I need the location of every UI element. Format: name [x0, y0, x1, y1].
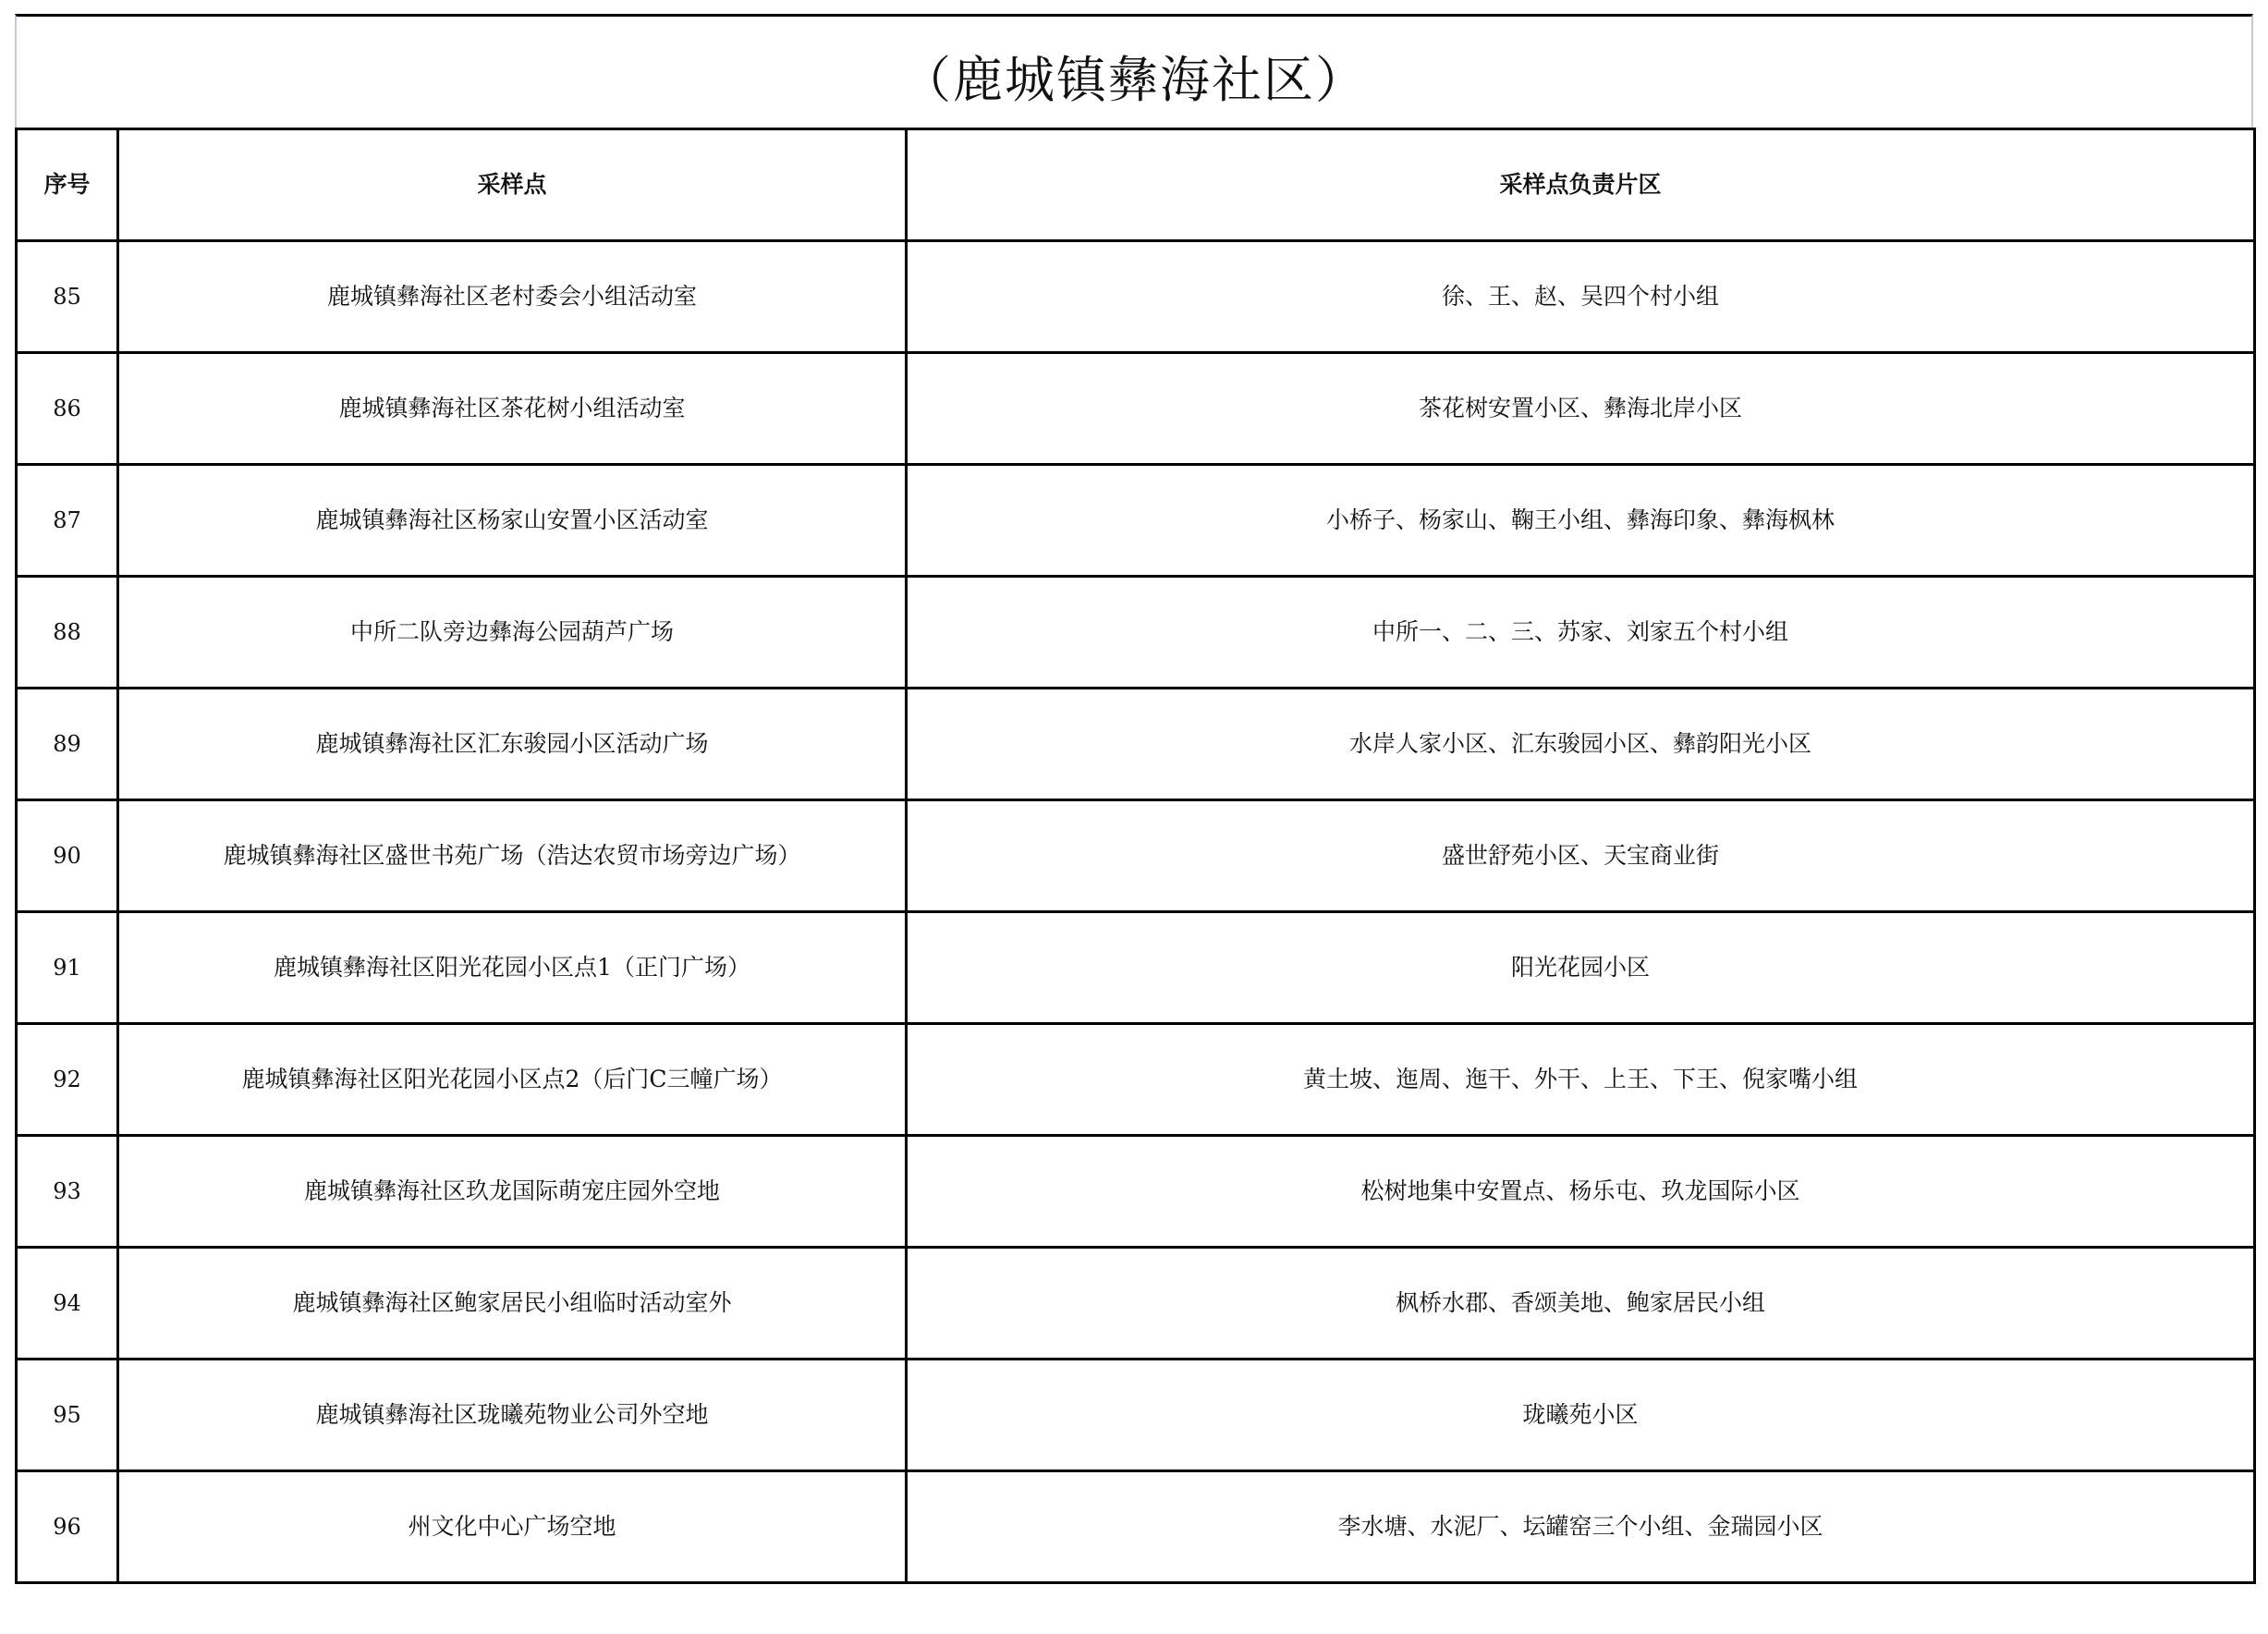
table-row	[17, 465, 2255, 577]
row-index: 87	[17, 465, 118, 577]
sampling-sites-table	[15, 128, 2256, 1584]
row-index: 88	[17, 577, 118, 689]
table-row	[17, 689, 2255, 800]
row-index: 95	[17, 1360, 118, 1471]
table-row	[17, 912, 2255, 1024]
row-index: 89	[17, 689, 118, 800]
row-index: 94	[17, 1248, 118, 1360]
row-area: 徐、王、赵、吴四个村小组	[907, 241, 2255, 353]
table-row	[17, 1248, 2255, 1360]
table-row	[17, 1360, 2255, 1471]
row-index: 96	[17, 1471, 118, 1583]
row-site: 鹿城镇彝海社区盛世书苑广场（浩达农贸市场旁边广场）	[118, 800, 907, 912]
row-area: 中所一、二、三、苏家、刘家五个村小组	[907, 577, 2255, 689]
row-area: 盛世舒苑小区、天宝商业街	[907, 800, 2255, 912]
document-title: （鹿城镇彝海社区）	[901, 50, 1367, 109]
row-index: 92	[17, 1024, 118, 1136]
table-row	[17, 353, 2255, 465]
header-site: 采样点	[118, 129, 907, 241]
row-area: 黄土坡、迤周、迤干、外干、上王、下王、倪家嘴小组	[907, 1024, 2255, 1136]
row-index: 90	[17, 800, 118, 912]
row-area: 小桥子、杨家山、鞠王小组、彝海印象、彝海枫林	[907, 465, 2255, 577]
row-site: 鹿城镇彝海社区茶花树小组活动室	[118, 353, 907, 465]
row-site: 鹿城镇彝海社区汇东骏园小区活动广场	[118, 689, 907, 800]
row-index: 91	[17, 912, 118, 1024]
header-area: 采样点负责片区	[907, 129, 2255, 241]
header-index: 序号	[17, 129, 118, 241]
table-row	[17, 1136, 2255, 1248]
row-site: 州文化中心广场空地	[118, 1471, 907, 1583]
row-area: 松树地集中安置点、杨乐屯、玖龙国际小区	[907, 1136, 2255, 1248]
row-area: 水岸人家小区、汇东骏园小区、彝韵阳光小区	[907, 689, 2255, 800]
table-row	[17, 1024, 2255, 1136]
row-area: 阳光花园小区	[907, 912, 2255, 1024]
table-row	[17, 800, 2255, 912]
row-site: 鹿城镇彝海社区阳光花园小区点2（后门C三幢广场）	[118, 1024, 907, 1136]
row-site: 鹿城镇彝海社区老村委会小组活动室	[118, 241, 907, 353]
table-header-row	[17, 129, 2255, 241]
row-site: 鹿城镇彝海社区珑曦苑物业公司外空地	[118, 1360, 907, 1471]
row-index: 93	[17, 1136, 118, 1248]
row-site: 鹿城镇彝海社区鲍家居民小组临时活动室外	[118, 1248, 907, 1360]
table-row	[17, 1471, 2255, 1583]
table-row	[17, 241, 2255, 353]
row-area: 李水塘、水泥厂、坛罐窑三个小组、金瑞园小区	[907, 1471, 2255, 1583]
row-site: 中所二队旁边彝海公园葫芦广场	[118, 577, 907, 689]
row-site: 鹿城镇彝海社区杨家山安置小区活动室	[118, 465, 907, 577]
row-site: 鹿城镇彝海社区玖龙国际萌宠庄园外空地	[118, 1136, 907, 1248]
row-area: 枫桥水郡、香颂美地、鲍家居民小组	[907, 1248, 2255, 1360]
row-site: 鹿城镇彝海社区阳光花园小区点1（正门广场）	[118, 912, 907, 1024]
row-index: 86	[17, 353, 118, 465]
row-area: 茶花树安置小区、彝海北岸小区	[907, 353, 2255, 465]
title-row	[15, 14, 2253, 128]
table-row	[17, 577, 2255, 689]
document-sheet	[15, 14, 2253, 1584]
row-area: 珑曦苑小区	[907, 1360, 2255, 1471]
row-index: 85	[17, 241, 118, 353]
